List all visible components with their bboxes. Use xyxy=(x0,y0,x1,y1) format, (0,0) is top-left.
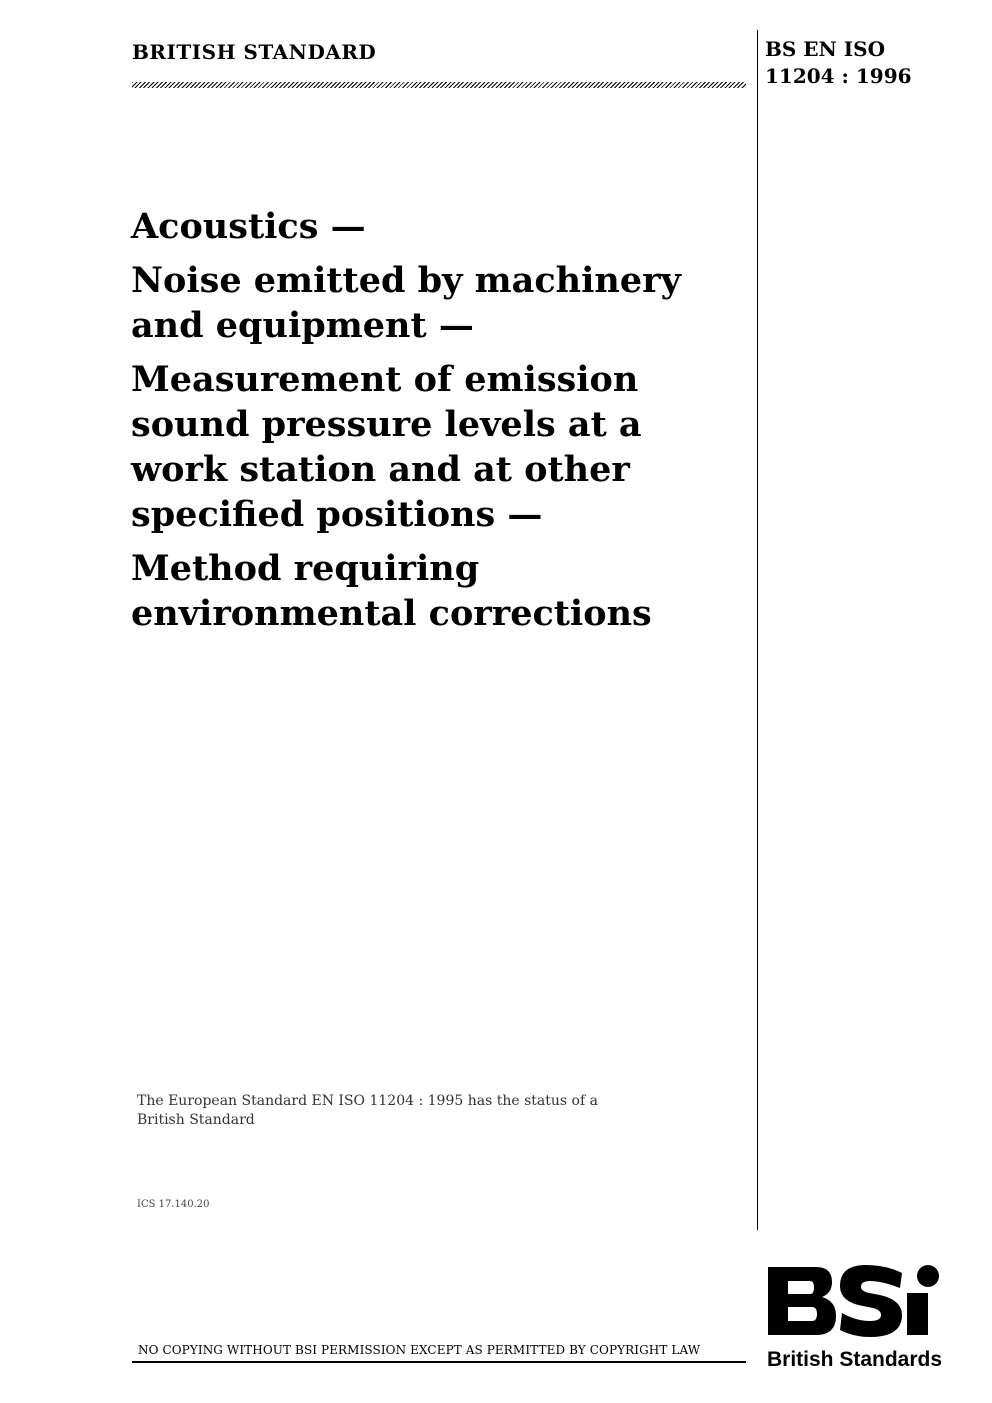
bsi-brand-text: British Standards xyxy=(767,1348,943,1371)
title-part-4: Method requiring environmental corrections xyxy=(131,548,652,634)
header-hatched-rule xyxy=(132,82,746,88)
ics-code: ICS 17.140.20 xyxy=(137,1199,210,1210)
title-part-1: Acoustics — xyxy=(131,206,366,247)
status-note: The European Standard EN ISO 11204 : 1995 has the status of a British Standard xyxy=(137,1093,598,1128)
standard-number-line-1: BS EN ISO xyxy=(765,37,886,61)
bsi-mark-icon xyxy=(768,1265,939,1337)
standard-number xyxy=(765,36,912,90)
footer-rule xyxy=(132,1361,746,1363)
bsi-logo xyxy=(766,1265,944,1371)
vertical-divider xyxy=(757,30,758,1230)
standard-number-line-2: 11204 : 1996 xyxy=(765,64,912,88)
title-part-3: Measurement of emission sound pressure levels at a work station and at other specified positions — xyxy=(131,359,642,535)
title-part-2: Noise emitted by machinery and equipment — xyxy=(131,260,681,346)
copyright-notice: NO COPYING WITHOUT BSI PERMISSION EXCEPT AS PERMITTED BY COPYRIGHT LAW xyxy=(138,1343,701,1357)
standard-type-label: BRITISH STANDARD xyxy=(132,40,377,64)
document-title xyxy=(131,204,731,645)
